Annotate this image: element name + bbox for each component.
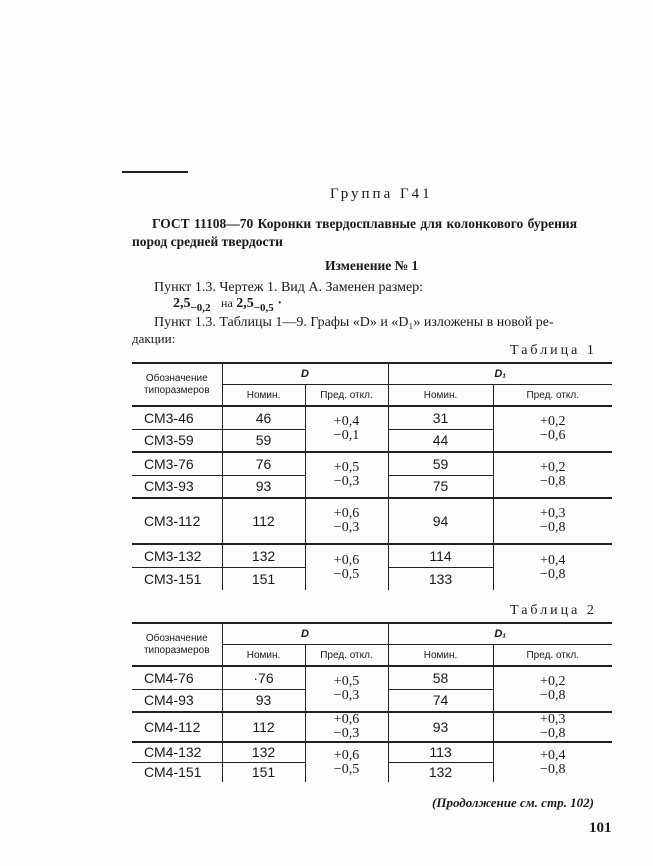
header-d-nominal: Номин. (222, 385, 305, 407)
size-old: 2,5 (173, 296, 191, 311)
lower-deviation: −0,3 (333, 726, 360, 741)
upper-deviation: +0,3 (540, 712, 566, 727)
d1-nominal-cell: 132 (388, 762, 493, 782)
table-2 (132, 622, 612, 782)
designation-cell: СМ4-151 (144, 764, 202, 781)
designation-cell: СМ3-112 (132, 498, 222, 544)
upper-deviation: +0,4 (540, 747, 566, 763)
table-row (132, 498, 612, 544)
d-deviation-cell (305, 742, 388, 782)
size-on: на (221, 296, 233, 310)
d1-nominal-cell: 113 (388, 742, 493, 762)
d1-nominal-cell: 93 (388, 712, 493, 742)
d-deviation-cell (305, 544, 388, 590)
d-deviation-cell (305, 406, 388, 452)
d1-nominal-cell: 59 (388, 452, 493, 475)
page-number: 101 (589, 820, 612, 836)
designation-cell: СМ3-46 (132, 406, 222, 429)
designation-cell: СМ4-93 (144, 692, 194, 709)
upper-deviation: +0,6 (333, 506, 360, 521)
table-row (132, 544, 612, 567)
upper-deviation: +0,2 (540, 414, 566, 429)
upper-deviation: +0,6 (333, 712, 360, 727)
header-designation: Обозначение типоразмеров (132, 623, 222, 666)
d1-deviation-cell (493, 712, 612, 742)
lower-deviation: −0,8 (540, 566, 566, 582)
table-1-caption: Таблица 1 (510, 343, 597, 358)
upper-deviation: +0,5 (333, 674, 360, 689)
lower-deviation: −0,5 (333, 761, 360, 777)
table-row (132, 712, 612, 742)
d-deviation-cell (305, 498, 388, 544)
d1-nominal-cell: 31 (388, 406, 493, 429)
d1-deviation-cell (493, 666, 612, 712)
table-1 (132, 362, 612, 590)
header-d: D (222, 363, 388, 385)
lower-deviation: −0,8 (540, 761, 566, 777)
paragraph-2-line2: дакции: (132, 331, 176, 346)
d-nominal-cell: 132 (222, 742, 305, 762)
d-nominal-cell: ·76 (222, 666, 305, 689)
table-2-caption: Таблица 2 (510, 603, 597, 618)
continuation-note: (Продолжение см. стр. 102) (432, 795, 594, 810)
d-deviation-cell (305, 712, 388, 742)
designation-cell: СМ3-93 (144, 478, 194, 495)
designation-cell: СМ3-76 (132, 452, 222, 475)
paragraph-1: Пункт 1.3. Чертеж 1. Вид А. Заменен размер: (154, 280, 424, 295)
upper-deviation: +0,6 (333, 552, 360, 568)
lower-deviation: −0,5 (333, 566, 360, 582)
upper-deviation: +0,3 (540, 506, 566, 521)
lower-deviation: −0,3 (333, 520, 360, 535)
designation-cell: СМ4-112 (132, 712, 222, 742)
header-d1: D₁ (388, 623, 612, 645)
d-nominal-cell: 46 (222, 406, 305, 429)
d1-nominal-cell: 74 (388, 689, 493, 712)
header-d: D (222, 623, 388, 645)
d-nominal-cell: 151 (222, 567, 305, 590)
d1-nominal-cell: 44 (388, 429, 493, 452)
d1-deviation-cell (493, 498, 612, 544)
size-new-tolerance: −0,5 (253, 301, 274, 314)
header-d1-deviation: Пред. откл. (493, 385, 612, 407)
upper-deviation: +0,2 (540, 460, 566, 475)
d1-nominal-cell: 133 (388, 567, 493, 590)
lower-deviation: −0,8 (540, 688, 566, 703)
header-d-deviation: Пред. откл. (305, 385, 388, 407)
table-row (132, 666, 612, 689)
size-new: 2,5 (236, 296, 254, 311)
lower-deviation: −0,8 (540, 520, 566, 535)
d1-nominal-cell: 114 (388, 544, 493, 567)
table-row (132, 406, 612, 429)
d-deviation-cell (305, 666, 388, 712)
header-d-nominal: Номин. (222, 645, 305, 667)
d1-deviation-cell (493, 544, 612, 590)
d-nominal-cell: 93 (222, 475, 305, 498)
d-nominal-cell: 112 (222, 498, 305, 544)
d-nominal-cell: 132 (222, 544, 305, 567)
designation-cell: СМ4-76 (132, 666, 222, 689)
header-d1: D₁ (388, 363, 612, 385)
size-old-tolerance: −0,2 (190, 301, 211, 314)
header-designation: Обозначение типоразмеров (132, 363, 222, 406)
designation-cell: СМ3-132 (132, 544, 222, 567)
header-d1-deviation: Пред. откл. (493, 645, 612, 667)
d-nominal-cell: 93 (222, 689, 305, 712)
d1-deviation-cell (493, 452, 612, 498)
standard-title-line1: ГОСТ 11108—70 Коронки твердосплавные для колонкового бурения (152, 216, 577, 231)
upper-deviation: +0,4 (540, 552, 566, 568)
paragraph-2-line1: Пункт 1.3. Таблицы 1—9. Графы «D» и «D₁» изложены в новой ре- (154, 315, 554, 330)
decorative-rule (122, 171, 188, 173)
d-nominal-cell: 76 (222, 452, 305, 475)
d-deviation-cell (305, 452, 388, 498)
upper-deviation: +0,2 (540, 674, 566, 689)
designation-cell: СМ4-132 (132, 742, 222, 762)
upper-deviation: +0,4 (333, 414, 360, 429)
upper-deviation: +0,5 (333, 460, 360, 475)
lower-deviation: −0,3 (333, 688, 360, 703)
header-d-deviation: Пред. откл. (305, 645, 388, 667)
d1-nominal-cell: 94 (388, 498, 493, 544)
d1-deviation-cell (493, 742, 612, 782)
lower-deviation: −0,8 (540, 726, 566, 741)
upper-deviation: +0,6 (333, 747, 360, 763)
d-nominal-cell: 112 (222, 712, 305, 742)
standard-title-line2: пород средней твердости (132, 234, 283, 249)
lower-deviation: −0,6 (540, 428, 566, 443)
group-label: Группа Г41 (330, 186, 433, 202)
designation-cell: СМ3-151 (144, 570, 202, 587)
d1-nominal-cell: 58 (388, 666, 493, 689)
table-row (132, 742, 612, 762)
designation-cell: СМ3-59 (144, 432, 194, 449)
header-d1-nominal: Номин. (388, 645, 493, 667)
lower-deviation: −0,8 (540, 474, 566, 489)
d-nominal-cell: 151 (222, 762, 305, 782)
table-row (132, 452, 612, 475)
lower-deviation: −0,3 (333, 474, 360, 489)
d1-deviation-cell (493, 406, 612, 452)
size-replacement: $2,5_{-0,2}$ на $2,5_{-0,5}$ · (173, 296, 282, 314)
lower-deviation: −0,1 (333, 428, 360, 443)
change-heading: Изменение № 1 (325, 258, 419, 273)
header-d1-nominal: Номин. (388, 385, 493, 407)
d1-nominal-cell: 75 (388, 475, 493, 498)
d-nominal-cell: 59 (222, 429, 305, 452)
